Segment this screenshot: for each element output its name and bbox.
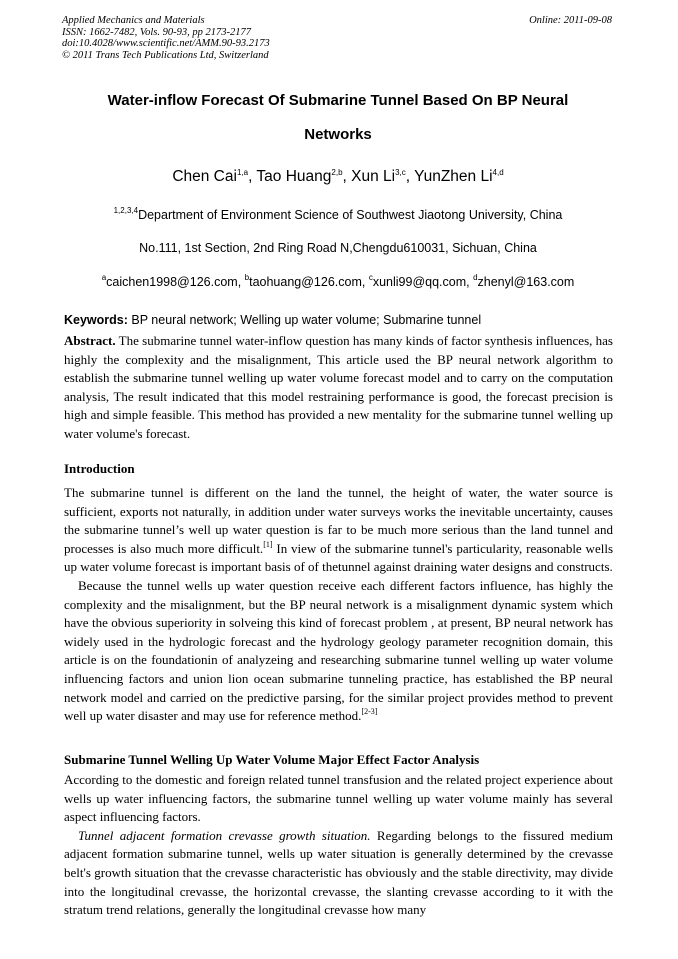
abstract-text: The submarine tunnel water-inflow question has many kinds of factor synthesis influences, has highly the complexity and the misalignment, This article used the BP neural network algorithm to establish the submarine tunnel welling up water volume forecast model and to carry on the computation analysis, The result indicated that this model restraining performance is good, the forecast precision is high and simple feasible. This method has provided a new mentality for the submarine tunnel welling up water volume's forecast. <box>64 333 613 441</box>
abstract-label: Abstract. <box>64 333 116 348</box>
email-address: taohuang@126.com <box>249 275 362 289</box>
keywords-text: BP neural network; Welling up water volume; Submarine tunnel <box>127 313 482 327</box>
email-address: caichen1998@126.com <box>106 275 238 289</box>
section-2-body <box>64 771 613 920</box>
issn-line: ISSN: 1662-7482, Vols. 90-93, pp 2173-2177 <box>62 26 251 38</box>
email-separator: , <box>361 275 369 289</box>
email-sup: a <box>101 273 107 282</box>
section-2-paragraph-2 <box>64 827 613 920</box>
author-name: Tao Huang <box>256 168 332 185</box>
author-sup: 3,c <box>395 168 406 177</box>
journal-header <box>62 15 270 61</box>
keywords <box>64 313 481 327</box>
abstract <box>64 332 613 444</box>
citation: [1] <box>263 539 273 549</box>
paper-title-line-2: Networks <box>304 126 372 143</box>
section-2-paragraph-1: According to the domestic and foreign related tunnel transfusion and the related project experience about wells up water influencing factors, the submarine tunnel welling up water volume mainly has several aspect influencing factors. <box>64 772 613 825</box>
email-separator: , <box>237 275 245 289</box>
section-2-p2-text: Regarding belongs to the fissured medium adjacent formation submarine tunnel, wells up water situation is generally determined by the crevasse belt's growth situation that the crevasse characteristic has obviously and the stable directivity, may divide into the longitudinal crevasse, the horizontal crevasse, the slanting crevasse according to it with the stratum trend relations, generally the longitudinal crevasse how many <box>64 827 613 918</box>
copyright-line: © 2011 Trans Tech Publications Ltd, Switzerland <box>62 49 269 61</box>
author-separator: , <box>405 168 415 185</box>
email-sup: d <box>473 273 478 282</box>
author-sup: 2,b <box>331 168 343 177</box>
intro-paragraph-2 <box>64 577 613 726</box>
author-sup: 4,d <box>492 168 504 177</box>
intro-paragraph-1 <box>64 484 613 577</box>
author-separator: , <box>342 168 352 185</box>
email-address: zhenyl@163.com <box>477 275 575 289</box>
author-name: Xun Li <box>351 168 396 185</box>
author-name: Chen Cai <box>172 168 237 185</box>
author-separator: , <box>248 168 257 185</box>
email-sup: b <box>244 273 250 282</box>
keywords-label: Keywords: <box>64 313 128 327</box>
author-sup: 1,a <box>236 168 249 177</box>
affiliation-dept-text: Department of Environment Science of Southwest Jiaotong University, China <box>138 208 563 222</box>
author-list <box>64 168 612 186</box>
journal-name: Applied Mechanics and Materials <box>62 15 205 26</box>
paper-title-line-1: Water-inflow Forecast Of Submarine Tunnel Based On BP Neural <box>107 92 569 109</box>
email-separator: , <box>466 275 474 289</box>
intro-p1-text-b: In view of the submarine tunnel's particularity, reasonable wells up water volume forecast is important basis of of thetunnel against draining water designs and constructs. <box>64 540 614 575</box>
affiliation-sup: 1,2,3,4 <box>113 206 139 215</box>
section-2-p2-italic: Tunnel adjacent formation crevasse growth situation. <box>78 827 371 843</box>
online-date: Online: 2011-09-08 <box>529 15 612 26</box>
affiliation-address: No.111, 1st Section, 2nd Ring Road N,Chengdu610031, Sichuan, China <box>139 241 537 255</box>
citation: [2-3] <box>361 707 378 717</box>
email-sup: c <box>368 273 373 282</box>
email-list <box>64 275 612 289</box>
author-name: YunZhen Li <box>414 168 493 185</box>
intro-p2-text: Because the tunnel wells up water question receive each different factors influence, has highly the complexity and the misalignment, but the BP neural network is a misalignment dynamic system which have the obvious superiority in solveing this kind of forecast problem , at present, BP neural network has widely used in the hydrologic forecast and the hydrology geology parameter recognition domain, this article is on the foundationin of analyzeing and researching submarine tunnel welling up water volume influencing factors and union lion ocean submarine tunneling practice, has established the BP neural network model and carried on the predictive parsing, for the similar project provides method to prevent well up water disaster and may use for reference method. <box>64 577 613 724</box>
section-2-heading: Submarine Tunnel Welling Up Water Volume Major Effect Factor Analysis <box>64 752 480 767</box>
email-address: xunli99@qq.com <box>372 275 467 289</box>
doi-line: doi:10.4028/www.scientific.net/AMM.90-93.2173 <box>62 38 270 49</box>
intro-body <box>64 484 613 726</box>
affiliation-dept <box>64 208 612 222</box>
intro-heading: Introduction <box>64 461 135 476</box>
intro-p1-text-a: The submarine tunnel is different on the land the tunnel, the height of water, the water source is sufficient, exports not naturally, in addition under water surveys works the inevitable uncertainty, causes the submarine tunnel’s well up water question is far to be much more serious than the land tunnel and processes is also much more difficult. <box>64 485 613 556</box>
